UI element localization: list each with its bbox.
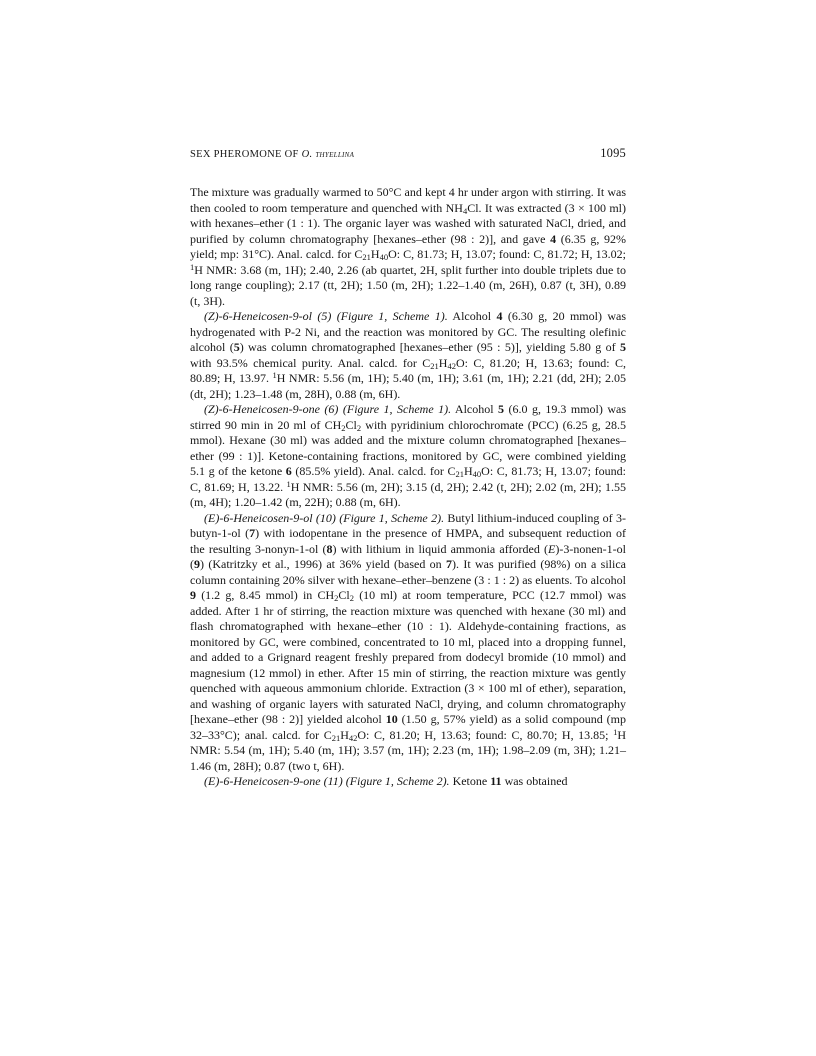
paragraph [190,402,626,511]
italic-run: (Z)-6-Heneicosen-9-one (6) (Figure 1, Scheme 1). [204,402,452,416]
compound-number: 5 [233,340,240,354]
italic-run: E [548,541,556,556]
compound-number: 4 [550,231,557,246]
page-number: 1095 [600,146,626,160]
subscript: 21 [430,360,439,371]
compound-number: 4 [496,309,503,323]
subscript: 2 [356,422,362,433]
paragraph [190,774,626,790]
subscript: 21 [362,252,371,262]
text-run: O: C, 81.20; H, 13.63; found: C, 80.89; H, 13.97. [190,355,627,385]
subscript: 2 [349,593,354,603]
text-run: O: C, 81.73; H, 13.07; found: C, 81.69; H, 13.22. [190,464,626,494]
subscript: 21 [455,469,464,479]
running-header [190,146,626,161]
text-run: Cl [345,417,357,432]
text-run: H [340,727,349,742]
text-run: (6.0 g, 19.3 mmol) was stirred 90 min in 20 ml of CH [190,402,627,432]
text-run: ) with lithium in liquid ammonia afforded ( [332,541,549,556]
paragraph [190,511,626,775]
superscript: 1 [613,726,618,737]
paragraph [190,309,626,402]
compound-number: 7 [249,526,256,540]
paragraph [190,185,626,309]
body-text [190,185,626,790]
subscript: 21 [331,732,341,743]
text-run: H NMR: 5.56 (m, 2H); 3.15 (d, 2H); 2.42 (t, 2H); 2.02 (m, 2H); 1.55 (m, 4H); 1.20–1.42 (m, 22H); 0.88 (m, 6H). [190,479,626,509]
running-title [190,149,354,160]
text-run: H NMR: 5.54 (m, 1H); 5.40 (m, 1H); 3.57 (m, 1H); 2.23 (m, 1H); 1.98–2.09 (m, 3H); 1.21–1.46 (m, 28H); 0.87 (two t, 6H). [190,727,626,773]
text-run: Cl. It was extracted (3 × 100 ml) with hexanes–ether (1 : 1). The organic layer was washed with saturated NaCl, dried, and purified by column chromatography [hexanes–ether (98 : 2)], and gave [190,200,626,246]
text-run: O: C, 81.20; H, 13.63; found: C, 80.70; H, 13.85; [357,727,614,742]
text-run: H [370,247,380,261]
text-run: ) (Katritzky et al., 1996) at 36% yield (based on [200,557,446,571]
compound-number: 9 [190,588,196,602]
text-run: (1.50 g, 57% yield) as a solid compound (mp 32–33°C); anal. calcd. for C [190,712,626,742]
compound-number: 11 [490,774,502,788]
text-run: was obtained [501,774,568,788]
subscript: 40 [379,252,389,262]
italic-run: (Z)-6-Heneicosen-9-ol (5) (Figure 1, Scheme 1). [204,309,448,323]
compound-number: 5 [620,340,626,354]
text-run: Alcohol [447,309,497,323]
text-run: ). It was purified (98%) on a silica column containing 20% silver with hexane–ether–benzene (3 : 1 : 2) as eluents. To alcohol [190,557,626,587]
subscript: 2 [341,422,346,433]
text-run: (10 ml) at room temperature, PCC (12.7 mmol) was added. After 1 hr of stirring, the reaction mixture was quenched with hexane (30 ml) and flash chromatographed with hexane–ether (10 : 1). Aldehyde-containing fractions, as monitored by GC, were combined, concentrated to 10 ml, placed into a dropping funnel, and added to a Grignard reagent freshly prepared from dodecyl bromide (10 mmol) and magnesium (12 mmol) in ether. After 15 min of stirring, the reaction mixture was gently quenched with aqueous ammonium chloride. Extraction (3 × 100 ml of ether), separation, and washing of organic layers with saturated NaCl, drying, and column chromatography [hexane–ether (98 : 2)] yielded alcohol [190,588,627,726]
text-run: H NMR: 5.56 (m, 1H); 5.40 (m, 1H); 3.61 (m, 1H); 2.21 (dd, 2H); 2.05 (dt, 2H); 1.23–1.48 (m, 28H), 0.88 (m, 6H). [190,371,627,401]
text-run: Butyl lithium-induced coupling of 3-butyn-1-ol ( [190,510,626,540]
text-run: (6.30 g, 20 mmol) was hydrogenated with P-2 Ni, and the reaction was monitored by GC. The resulting olefinic alcohol ( [190,309,627,354]
italic-run: (E)-6-Heneicosen-9-ol (10) (Figure 1, Scheme 2). [204,510,445,525]
text-run: with 93.5% chemical purity. Anal. calcd. for C [190,355,431,370]
text-run: (1.2 g, 8.45 mmol) in CH [196,588,335,602]
text-run: Ketone [449,774,491,788]
text-run: (6.35 g, 92% yield; mp: 31°C). Anal. calcd. for C [190,231,627,261]
superscript: 1 [190,261,195,272]
compound-number: 7 [446,557,452,571]
compound-number: 8 [326,541,333,556]
subscript: 4 [462,205,468,216]
italic-run: (E)-6-Heneicosen-9-one (11) (Figure 1, Scheme 2). [204,774,450,788]
subscript: 42 [348,732,358,743]
running-title-prefix: SEX PHEROMONE OF [190,149,299,160]
text-run: Alcohol [451,402,499,416]
subscript: 42 [447,360,456,371]
journal-page [190,146,626,790]
text-run: ) with iodopentane in the presence of HMPA, and subsequent reduction of the resulting 3-nonyn-1-ol ( [190,526,626,556]
compound-number: 10 [385,712,398,726]
subscript: 2 [334,593,339,603]
subscript: 40 [472,469,482,479]
superscript: 1 [272,370,277,380]
text-run: H NMR: 3.68 (m, 1H); 2.40, 2.26 (ab quartet, 2H, split further into double triplets due to long range coupling); 2.17 (tt, 2H); 1.50 (m, 2H); 1.22–1.40 (m, 26H), 0.87 (t, 3H), 0.89 (t, 3H). [190,262,626,308]
text-run: ) was column chromatographed [hexanes–ether (95 : 5)], yielding 5.80 g of [239,340,620,354]
superscript: 1 [286,478,291,489]
text-run: )-3-nonen-1-ol ( [190,541,626,571]
running-title-species: O. thyellina [301,149,355,160]
compound-number: 5 [498,402,505,416]
text-run: (85.5% yield). Anal. calcd. for C [291,464,456,478]
compound-number: 6 [285,464,292,478]
text-run: The mixture was gradually warmed to 50°C and kept 4 hr under argon with stirring. It was then cooled to room temperature and quenched with NH [190,185,626,215]
text-run: Cl [338,588,350,602]
compound-number: 9 [194,557,200,571]
text-run: H [464,464,473,478]
text-run: H [438,355,448,370]
text-run: O: C, 81.73; H, 13.07; found: C, 81.72; H, 13.02; [388,247,626,261]
text-run: with pyridinium chlorochromate (PCC) (6.25 g, 28.5 mmol). Hexane (30 ml) was added and the mixture column chromatographed [hexanes–ether (99 : 1)]. Ketone-containing fractions, monitored by GC, were combined yielding 5.1 g of the ketone [190,417,626,478]
